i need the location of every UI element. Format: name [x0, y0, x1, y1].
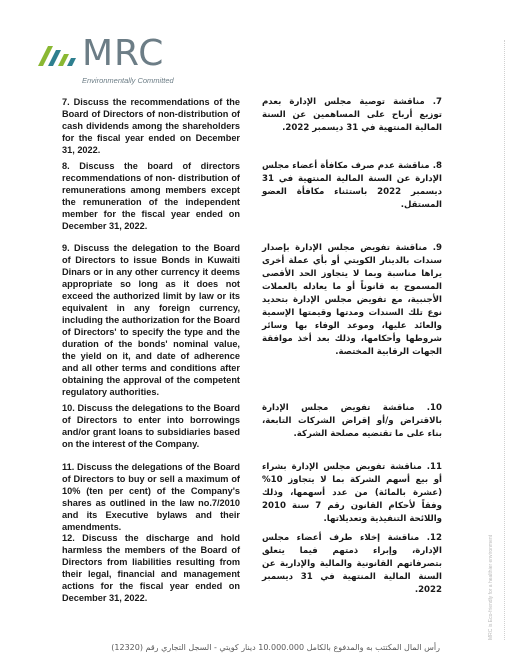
agenda-item-english: 7. Discuss the recommendations of the Board of Directors of non-distribution of cash dividends among the shareholders for the fiscal year ended on December 31, 2022. [62, 97, 240, 155]
agenda-item-arabic: 12. مناقشة إخلاء طرف أعضاء مجلس الإدارة، وإبراء ذمتهم فيما يتعلق بتصرفاتهم القانونية والمالية والإدارية عن السنة المالية المنتهية في 31 ديسمبر 2022. [262, 533, 442, 595]
logo-mark-icon [36, 40, 80, 70]
agenda-item-english: 12. Discuss the discharge and hold harmless the members of the Board of Directors from liabilities resulting from their legal, financial and management actions for the fiscal year ended on December 31, 2022. [62, 533, 240, 603]
agenda-item-arabic: 9. مناقشة تفويض مجلس الإدارة بإصدار سندات بالدينار الكويتي أو بأي عملة أخرى يراها مناسبة وبما لا يتجاوز الحد الأقصى المسموح به قانوناً أو ما يعادله بالعملات الأجنبية، مع تفويض مجلس الإدارة بتحديد نوع تلك السندات ومدتها وقيمتها الإسمية والعائد عليها، وموعد الوفاء بها وسائر شروطها وأحكامها، وذلك بعد أخذ موافقة الجهات الرقابية المختصة. [262, 243, 442, 357]
agenda-item-arabic: 7. مناقشة توصية مجلس الإدارة بعدم توزيع أرباح على المساهمين عن السنة المالية المنتهية في 31 ديسمبر 2022. [262, 97, 442, 133]
footer-registration: رأس المال المكتتب به والمدفوع بالكامل 10.000.000 دينار كويتي - السجل التجاري رقم (12320) [111, 643, 440, 652]
agenda-item-arabic: 10. مناقشة تفويض مجلس الإدارة بالاقتراض و/أو إقراض الشركات التابعة، بناء على ما تقتضيه مصلحة الشركة. [262, 403, 442, 439]
company-logo [36, 33, 186, 92]
agenda-item-english: 9. Discuss the delegation to the Board of Directors to issue Bonds in Kuwaiti Dinars or in any other currency it deems appropriate so long as it does not exceed the authorized limit by law or its equivalent in any foreign currency, including the authorization for the Board of Directors' to specify the type and the duration of the bonds' nominal value, the yield on it, and date of adherence and all other terms and conditions after obtaining the approval of the competent regulatory authorities. [62, 243, 240, 397]
agenda-item-arabic: 8. مناقشة عدم صرف مكافأة أعضاء مجلس الإدارة عن السنة المالية المنتهية في 31 ديسمبر 2022 باستثناء مكافأة العضو المستقل. [262, 161, 442, 210]
logo-wordmark: MRC [82, 33, 165, 74]
logo-tagline: Environmentally Committed [82, 76, 174, 85]
agenda-item-english: 10. Discuss the delegations to the Board of Directors to enter into borrowings and/or grant loans to subsidiaries based on the interest of the Company. [62, 403, 240, 449]
agenda-item-arabic: 11. مناقشة تفويض مجلس الإدارة بشراء أو بيع أسهم الشركة بما لا يتجاوز 10% (عشرة بالمائة) من عدد أسهمها، وذلك وفقاً لأحكام القانون رقم 7 سنة 2010 واللائحة التنفيذية وتعديلاتها. [262, 462, 443, 524]
margin-rule [500, 40, 505, 640]
agenda-item-english: 8. Discuss the board of directors recommendations of non- distribution of remunerations among members except the remuneration of the independent member for the fiscal year ended on December 31, 2022. [62, 161, 240, 231]
agenda-item-english: 11. Discuss the delegations of the Board of Directors to buy or sell a maximum of 10% (ten per cent) of the Company's shares as outlined in the law no.7/2010 and its Executive bylaws and their amendments. [62, 462, 240, 532]
side-watermark-text: MRC is Eco-friendly for a healthier environment [488, 534, 494, 640]
side-watermark [488, 470, 500, 640]
